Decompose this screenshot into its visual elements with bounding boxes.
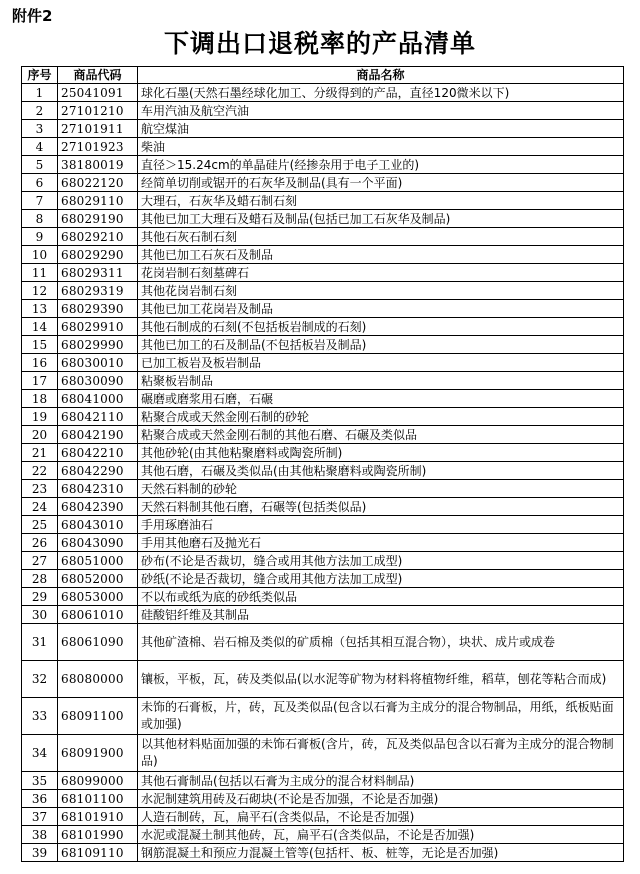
commodity-name: 硅酸铝纤维及其制品: [138, 606, 624, 624]
commodity-code: 68109110: [58, 844, 138, 862]
table-row: [22, 246, 624, 264]
commodity-code: 68053000: [58, 588, 138, 606]
commodity-name: 已加工板岩及板岩制品: [138, 354, 624, 372]
table-row: [22, 552, 624, 570]
commodity-name: 镶板，平板，瓦，砖及类似品(以水泥等矿物为材料将植物纤维，稻草，刨花等粘合而成): [138, 661, 624, 698]
commodity-code: 68052000: [58, 570, 138, 588]
row-number: 25: [22, 516, 58, 534]
commodity-name: 其他已加工花岗岩及制品: [138, 300, 624, 318]
commodity-name: 天然石料制其他石磨，石碾等(包括类似品): [138, 498, 624, 516]
commodity-name: 手用琢磨油石: [138, 516, 624, 534]
commodity-name: 以其他材料贴面加强的未饰石膏板(含片，砖，瓦及类似品包含以石膏为主成分的混合物制品): [138, 735, 624, 772]
row-number: 2: [22, 102, 58, 120]
table-row: [22, 444, 624, 462]
commodity-code: 68029319: [58, 282, 138, 300]
table-row: [22, 210, 624, 228]
commodity-name: 未饰的石膏板，片，砖，瓦及类似品(包含以石膏为主成分的混合物制品，用纸，纸板贴面或加强): [138, 698, 624, 735]
table-row: [22, 790, 624, 808]
commodity-name: 花岗岩制石刻墓碑石: [138, 264, 624, 282]
row-number: 5: [22, 156, 58, 174]
column-header-code: 商品代码: [58, 67, 138, 84]
commodity-name: 粘聚板岩制品: [138, 372, 624, 390]
row-number: 18: [22, 390, 58, 408]
table-row: [22, 408, 624, 426]
row-number: 21: [22, 444, 58, 462]
commodity-code: 68043010: [58, 516, 138, 534]
table-row: [22, 606, 624, 624]
row-number: 12: [22, 282, 58, 300]
row-number: 37: [22, 808, 58, 826]
commodity-name: 手用其他磨石及抛光石: [138, 534, 624, 552]
table-row: [22, 300, 624, 318]
commodity-code: 68042190: [58, 426, 138, 444]
row-number: 10: [22, 246, 58, 264]
table-row: [22, 844, 624, 862]
table-row: [22, 390, 624, 408]
commodity-code: 25041091: [58, 84, 138, 102]
table-row: [22, 498, 624, 516]
table-row: [22, 534, 624, 552]
table-row: [22, 735, 624, 772]
table-row: [22, 624, 624, 661]
table-row: [22, 318, 624, 336]
row-number: 32: [22, 661, 58, 698]
commodity-code: 68061090: [58, 624, 138, 661]
table-row: [22, 192, 624, 210]
row-number: 16: [22, 354, 58, 372]
commodity-name: 经简单切削或锯开的石灰华及制品(具有一个平面): [138, 174, 624, 192]
commodity-name: 其他石磨，石碾及类似品(由其他粘聚磨料或陶瓷所制): [138, 462, 624, 480]
commodity-name: 大理石，石灰华及蜡石制石刻: [138, 192, 624, 210]
commodity-name: 人造石制砖，瓦，扁平石(含类似品，不论是否加强): [138, 808, 624, 826]
commodity-code: 68030010: [58, 354, 138, 372]
table-row: [22, 462, 624, 480]
commodity-name: 其他花岗岩制石刻: [138, 282, 624, 300]
row-number: 4: [22, 138, 58, 156]
commodity-name: 直径＞15.24cm的单晶硅片(经掺杂用于电子工业的): [138, 156, 624, 174]
row-number: 8: [22, 210, 58, 228]
row-number: 29: [22, 588, 58, 606]
commodity-code: 68051000: [58, 552, 138, 570]
commodity-code: 68080000: [58, 661, 138, 698]
table-row: [22, 264, 624, 282]
row-number: 17: [22, 372, 58, 390]
commodity-code: 68101910: [58, 808, 138, 826]
commodity-name: 其他矿渣棉、岩石棉及类似的矿质棉（包括其相互混合物），块状、成片或成卷: [138, 624, 624, 661]
row-number: 14: [22, 318, 58, 336]
commodity-code: 27101911: [58, 120, 138, 138]
commodity-code: 68029190: [58, 210, 138, 228]
row-number: 22: [22, 462, 58, 480]
commodity-name: 砂纸(不论是否裁切，缝合或用其他方法加工成型): [138, 570, 624, 588]
row-number: 38: [22, 826, 58, 844]
table-row: [22, 120, 624, 138]
table-header-row: [22, 67, 624, 84]
row-number: 28: [22, 570, 58, 588]
commodity-name: 碾磨或磨浆用石磨，石碾: [138, 390, 624, 408]
row-number: 3: [22, 120, 58, 138]
row-number: 27: [22, 552, 58, 570]
commodity-name: 球化石墨(天然石墨经球化加工、分级得到的产品，直径120微米以下): [138, 84, 624, 102]
row-number: 19: [22, 408, 58, 426]
commodity-code: 38180019: [58, 156, 138, 174]
row-number: 34: [22, 735, 58, 772]
commodity-code: 68091900: [58, 735, 138, 772]
row-number: 6: [22, 174, 58, 192]
row-number: 9: [22, 228, 58, 246]
table-row: [22, 516, 624, 534]
commodity-name: 砂布(不论是否裁切，缝合或用其他方法加工成型): [138, 552, 624, 570]
commodity-code: 27101923: [58, 138, 138, 156]
table-row: [22, 372, 624, 390]
commodity-name: 航空煤油: [138, 120, 624, 138]
commodity-code: 68042390: [58, 498, 138, 516]
commodity-name: 天然石料制的砂轮: [138, 480, 624, 498]
table-row: [22, 102, 624, 120]
commodity-code: 68042210: [58, 444, 138, 462]
table-row: [22, 174, 624, 192]
row-number: 30: [22, 606, 58, 624]
commodity-code: 68029910: [58, 318, 138, 336]
row-number: 1: [22, 84, 58, 102]
commodity-code: 68099000: [58, 772, 138, 790]
row-number: 15: [22, 336, 58, 354]
table-row: [22, 826, 624, 844]
row-number: 31: [22, 624, 58, 661]
commodity-name: 其他石灰石制石刻: [138, 228, 624, 246]
table-row: [22, 138, 624, 156]
table-row: [22, 228, 624, 246]
row-number: 26: [22, 534, 58, 552]
commodity-code: 68042110: [58, 408, 138, 426]
column-header-no: 序号: [22, 67, 58, 84]
commodity-code: 68061010: [58, 606, 138, 624]
commodity-code: 68091100: [58, 698, 138, 735]
table-row: [22, 282, 624, 300]
commodity-code: 68022120: [58, 174, 138, 192]
row-number: 35: [22, 772, 58, 790]
table-row: [22, 661, 624, 698]
attachment-label: 附件2: [12, 7, 53, 25]
commodity-name: 水泥或混凝土制其他砖，瓦，扁平石(含类似品，不论是否加强): [138, 826, 624, 844]
commodity-code: 68029990: [58, 336, 138, 354]
commodity-name: 其他石制成的石刻(不包括板岩制成的石刻): [138, 318, 624, 336]
commodity-code: 68101990: [58, 826, 138, 844]
row-number: 36: [22, 790, 58, 808]
row-number: 7: [22, 192, 58, 210]
commodity-code: 68029210: [58, 228, 138, 246]
row-number: 33: [22, 698, 58, 735]
table-row: [22, 354, 624, 372]
commodity-code: 68029290: [58, 246, 138, 264]
table-row: [22, 156, 624, 174]
commodity-code: 68041000: [58, 390, 138, 408]
row-number: 20: [22, 426, 58, 444]
commodity-name: 其他已加工大理石及蜡石及制品(包括已加工石灰华及制品): [138, 210, 624, 228]
commodity-code: 68029110: [58, 192, 138, 210]
commodity-code: 27101210: [58, 102, 138, 120]
commodity-code: 68101100: [58, 790, 138, 808]
commodity-name: 钢筋混凝土和预应力混凝土管等(包括杆、板、桩等，无论是否加强): [138, 844, 624, 862]
column-header-name: 商品名称: [138, 67, 624, 84]
commodity-name: 粘聚合成或天然金刚石制的其他石磨、石碾及类似品: [138, 426, 624, 444]
page-title: 下调出口退税率的产品清单: [163, 29, 476, 58]
product-table: [21, 66, 624, 862]
commodity-name: 柴油: [138, 138, 624, 156]
commodity-code: 68042290: [58, 462, 138, 480]
row-number: 13: [22, 300, 58, 318]
commodity-code: 68043090: [58, 534, 138, 552]
commodity-code: 68029311: [58, 264, 138, 282]
commodity-name: 不以布或纸为底的砂纸类似品: [138, 588, 624, 606]
commodity-name: 水泥制建筑用砖及石砌块(不论是否加强，不论是否加强): [138, 790, 624, 808]
commodity-code: 68042310: [58, 480, 138, 498]
commodity-code: 68029390: [58, 300, 138, 318]
commodity-name: 车用汽油及航空汽油: [138, 102, 624, 120]
row-number: 11: [22, 264, 58, 282]
commodity-name: 其他已加工的石及制品(不包括板岩及制品): [138, 336, 624, 354]
table-row: [22, 698, 624, 735]
commodity-name: 其他已加工石灰石及制品: [138, 246, 624, 264]
table-row: [22, 480, 624, 498]
commodity-name: 粘聚合成或天然金刚石制的砂轮: [138, 408, 624, 426]
row-number: 24: [22, 498, 58, 516]
table-row: [22, 588, 624, 606]
commodity-name: 其他砂轮(由其他粘聚磨料或陶瓷所制): [138, 444, 624, 462]
commodity-name: 其他石膏制品(包括以石膏为主成分的混合材料制品): [138, 772, 624, 790]
commodity-code: 68030090: [58, 372, 138, 390]
table-row: [22, 772, 624, 790]
row-number: 23: [22, 480, 58, 498]
table-row: [22, 84, 624, 102]
table-row: [22, 426, 624, 444]
table-row: [22, 570, 624, 588]
table-row: [22, 808, 624, 826]
table-row: [22, 336, 624, 354]
row-number: 39: [22, 844, 58, 862]
